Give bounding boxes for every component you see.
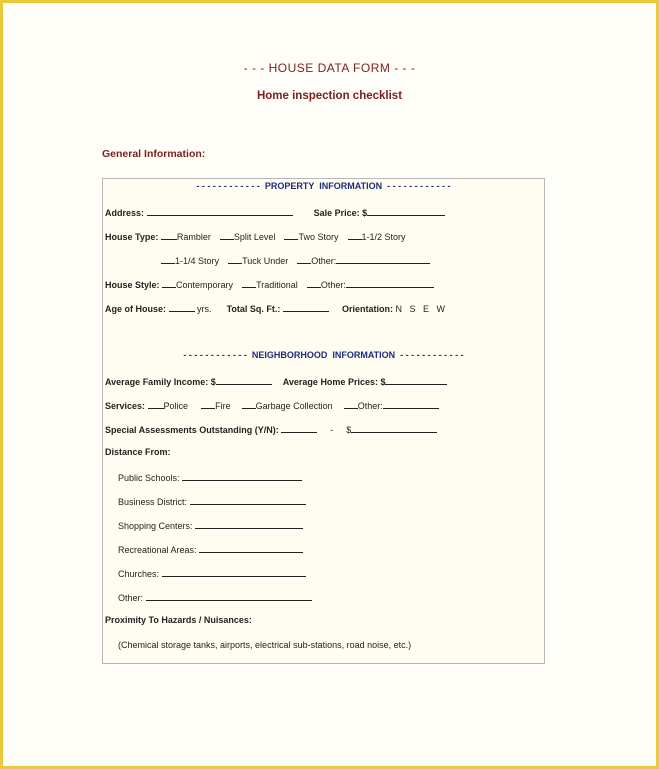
house-type-label: House Type: (105, 232, 159, 242)
house-type-other-check[interactable] (297, 254, 311, 264)
services-fire-label: Fire (215, 401, 231, 411)
sale-price-label: Sale Price: $ (313, 208, 368, 218)
house-style-other-field[interactable] (346, 278, 434, 288)
orientation-label: Orientation: (341, 304, 393, 314)
distance-public-schools-field[interactable] (182, 471, 302, 481)
services-police-field[interactable] (148, 399, 164, 409)
house-style-contemporary-label: Contemporary (176, 280, 234, 290)
total-sqft-label: Total Sq. Ft.: (226, 304, 281, 314)
form-box (102, 178, 545, 664)
form-subtitle: Home inspection checklist (256, 90, 403, 102)
house-style-contemporary-field[interactable] (162, 278, 176, 288)
sale-price-field[interactable] (367, 206, 445, 216)
services-other-check[interactable] (344, 399, 358, 409)
house-type-two-story-label: Two Story (298, 232, 339, 242)
proximity-hazards-label: Proximity To Hazards / Nuisances: (105, 615, 252, 625)
services-label: Services: (105, 401, 146, 411)
house-type-one-half-story-label: 1-1/2 Story (361, 232, 406, 242)
income-row (105, 375, 447, 387)
distance-shopping-centers-row (118, 519, 303, 531)
age-of-house-label: Age of House: (105, 304, 167, 314)
special-assessments-amount-field[interactable] (351, 423, 437, 433)
house-type-other-label: Other: (311, 256, 337, 266)
services-other-label: Other: (357, 401, 383, 411)
house-style-label: House Style: (105, 280, 160, 290)
general-information-heading: General Information: (102, 148, 206, 160)
distance-recreational-areas-field[interactable] (199, 543, 303, 553)
distance-recreational-areas-row (118, 543, 303, 555)
services-garbage-label: Garbage Collection (255, 401, 333, 411)
services-row (105, 399, 439, 411)
house-type-tuck-under-field[interactable] (228, 254, 242, 264)
distance-other-label: Other: (118, 593, 144, 603)
neighborhood-information-banner: - - - - - - - - - - - - NEIGHBORHOOD INFORMATION - - - - - - - - - - - - (183, 350, 464, 360)
house-type-split-level-label: Split Level (233, 232, 276, 242)
house-type-row (105, 230, 406, 242)
age-row (105, 302, 445, 314)
house-type-other-field[interactable] (336, 254, 430, 264)
distance-churches-field[interactable] (162, 567, 306, 577)
orientation-values[interactable]: N S E W (395, 304, 445, 314)
house-type-two-story-field[interactable] (284, 230, 298, 240)
address-field[interactable] (147, 206, 293, 216)
distance-business-district-label: Business District: (118, 497, 188, 507)
average-family-income-field[interactable] (216, 375, 272, 385)
house-type-row-2 (161, 254, 430, 266)
distance-business-district-field[interactable] (190, 495, 306, 505)
services-other-field[interactable] (383, 399, 439, 409)
assessments-row (105, 423, 437, 435)
distance-other-field[interactable] (146, 591, 312, 601)
house-style-traditional-field[interactable] (242, 278, 256, 288)
distance-recreational-areas-label: Recreational Areas: (118, 545, 197, 555)
services-fire-field[interactable] (201, 399, 215, 409)
average-family-income-label: Average Family Income: $ (105, 377, 216, 387)
house-type-rambler-label: Rambler (176, 232, 211, 242)
special-assessments-label: Special Assessments Outstanding (Y/N): (105, 425, 279, 435)
services-garbage-field[interactable] (242, 399, 256, 409)
distance-public-schools-row (118, 471, 302, 483)
assessments-dash: - (330, 425, 334, 435)
house-style-row (105, 278, 434, 290)
distance-from-label: Distance From: (105, 447, 171, 457)
distance-shopping-centers-field[interactable] (195, 519, 303, 529)
house-type-tuck-under-label: Tuck Under (242, 256, 289, 266)
house-type-one-quarter-story-field[interactable] (161, 254, 175, 264)
house-style-traditional-label: Traditional (256, 280, 298, 290)
house-type-one-half-story-field[interactable] (348, 230, 362, 240)
total-sqft-field[interactable] (283, 302, 329, 312)
services-police-label: Police (163, 401, 189, 411)
distance-churches-label: Churches: (118, 569, 160, 579)
age-unit-label: yrs. (197, 304, 212, 314)
distance-churches-row (118, 567, 306, 579)
address-row (105, 206, 445, 218)
distance-public-schools-label: Public Schools: (118, 473, 180, 483)
house-type-rambler-field[interactable] (161, 230, 177, 240)
distance-shopping-centers-label: Shopping Centers: (118, 521, 193, 531)
house-style-other-check[interactable] (307, 278, 321, 288)
average-home-prices-label: Average Home Prices: $ (282, 377, 386, 387)
house-type-split-level-field[interactable] (220, 230, 234, 240)
address-label: Address: (105, 208, 145, 218)
distance-other-row (118, 591, 312, 603)
distance-business-district-row (118, 495, 306, 507)
age-of-house-field[interactable] (169, 302, 195, 312)
house-style-other-label: Other: (320, 280, 346, 290)
hazards-example-text: (Chemical storage tanks, airports, electrical sub-stations, road noise, etc.) (118, 640, 412, 650)
property-information-banner: - - - - - - - - - - - - PROPERTY INFORMATION - - - - - - - - - - - - (196, 181, 451, 191)
house-type-one-quarter-story-label: 1-1/4 Story (175, 256, 220, 266)
special-assessments-yn-field[interactable] (281, 423, 317, 433)
average-home-prices-field[interactable] (385, 375, 447, 385)
assessments-dollar: $ (346, 425, 352, 435)
form-title: - - - HOUSE DATA FORM - - - (243, 61, 416, 75)
